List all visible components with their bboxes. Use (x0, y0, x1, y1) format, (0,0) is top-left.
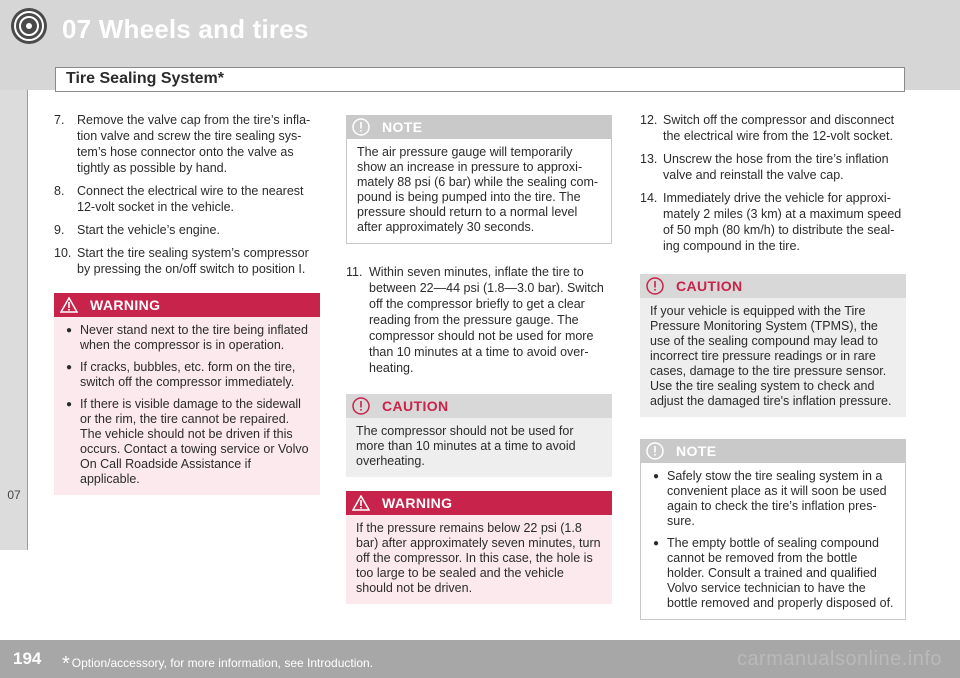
list-item (651, 536, 895, 611)
section-title: Tire Sealing System* (66, 70, 224, 87)
warning-triangle-icon (60, 297, 78, 313)
header-band (0, 0, 960, 90)
side-tab-label: 07 (7, 488, 21, 502)
step-10 (54, 245, 320, 277)
exclamation-circle-icon (646, 277, 664, 295)
warning-label: WARNING (382, 495, 453, 511)
step-text: Start the vehicle’s engine. (77, 223, 220, 237)
bullet-text: Never stand next to the tire being inflated when the compressor is in operation. (80, 323, 308, 352)
footnote-asterisk: * (62, 653, 70, 675)
caution-header (640, 274, 906, 298)
step-11 (346, 264, 612, 376)
step-number: 12. (640, 113, 658, 127)
step-number: 9. (54, 223, 65, 237)
note-box (640, 439, 906, 620)
list-item (64, 397, 310, 487)
step-8 (54, 183, 320, 215)
bullet-text: If there is visible damage to the sidewall or the rim, the tire cannot be repaired. The vehicle should not be driven if this occurs. Contact a towing service or Volvo On Call Roadside Assistance if applicable. (80, 397, 309, 486)
step-text: Start the tire sealing system’s compressor by pressing the on/off switch to position I. (77, 246, 309, 276)
warning-body (54, 317, 320, 495)
step-14 (640, 190, 906, 254)
step-text: Within seven minutes, inflate the tire to between 22—44 psi (1.8—3.0 bar). Switch off the compressor briefly to get a clear reading from the pressure gauge. The compressor should not be used for more than 10 minutes at a time to avoid over-heating. (369, 265, 604, 375)
caution-box (640, 274, 906, 417)
step-number: 7. (54, 113, 65, 127)
warning-body: If the pressure remains below 22 psi (1.8 bar) after approximately seven minutes, turn off the compressor. In this case, the hole is too large to be sealed and the vehicle should not be driven. (346, 515, 612, 604)
column-3 (640, 112, 906, 634)
note-header (346, 115, 612, 139)
list-item (64, 360, 310, 390)
footer-band (0, 640, 960, 678)
note-header (640, 439, 906, 463)
step-12 (640, 112, 906, 144)
bullet-text: If cracks, bubbles, etc. form on the tire, switch off the compressor immediately. (80, 360, 296, 389)
chapter-title: 07 Wheels and tires (62, 14, 309, 44)
caution-box (346, 394, 612, 477)
column-1 (54, 112, 320, 509)
bullet-icon: ● (653, 538, 660, 549)
footnote (62, 650, 373, 673)
warning-triangle-icon (352, 495, 370, 511)
tire-icon (10, 7, 48, 45)
note-label: NOTE (382, 119, 423, 135)
note-body (640, 463, 906, 620)
warning-header (346, 491, 612, 515)
step-9 (54, 222, 320, 238)
exclamation-circle-icon (352, 118, 370, 136)
note-label: NOTE (676, 443, 717, 459)
step-number: 8. (54, 184, 65, 198)
bullet-icon: ● (653, 471, 660, 482)
caution-header (346, 394, 612, 418)
step-number: 14. (640, 191, 658, 205)
step-text: Immediately drive the vehicle for approxi-mately 2 miles (3 km) at a maximum speed of 50 mph (80 km/h) to distribute the seal-ing compound in the tire. (663, 191, 902, 253)
column-2 (346, 115, 612, 618)
bullet-icon: ● (66, 399, 73, 410)
step-text: Connect the electrical wire to the nearest 12-volt socket in the vehicle. (77, 184, 304, 214)
step-number: 10. (54, 246, 72, 260)
step-number: 11. (346, 265, 363, 279)
caution-body: The compressor should not be used for more than 10 minutes at a time to avoid overheating. (346, 418, 612, 477)
section-header-box (55, 67, 905, 92)
bullet-text: Safely stow the tire sealing system in a convenient place as it will soon be used again to check the tire’s inflation pres-sure. (667, 469, 887, 528)
watermark: carmanualsonline.info (736, 648, 942, 670)
list-item (651, 469, 895, 529)
step-13 (640, 151, 906, 183)
list-item (64, 323, 310, 353)
warning-header (54, 293, 320, 317)
step-text: Switch off the compressor and disconnect the electrical wire from the 12-volt socket. (663, 113, 895, 143)
warning-label: WARNING (90, 297, 161, 313)
footnote-text: Option/accessory, for more information, see Introduction. (71, 656, 374, 670)
warning-box (346, 491, 612, 604)
step-text: Unscrew the hose from the tire’s inflation valve and reinstall the valve cap. (663, 152, 889, 182)
caution-label: CAUTION (676, 278, 743, 294)
warning-box (54, 293, 320, 495)
caution-label: CAUTION (382, 398, 449, 414)
chapter-side-tab (0, 90, 28, 550)
bullet-icon: ● (66, 325, 73, 336)
step-number: 13. (640, 152, 658, 166)
exclamation-circle-icon (646, 442, 664, 460)
page-number: 194 (13, 649, 42, 668)
step-7 (54, 112, 320, 176)
bullet-icon: ● (66, 362, 73, 373)
note-body: The air pressure gauge will temporarily show an increase in pressure to approxi-mately 88 psi (6 bar) while the sealing com-pound is being pumped into the tire. The pressure should return to a normal level after approximately 30 seconds. (346, 139, 612, 244)
note-box (346, 115, 612, 244)
bullet-text: The empty bottle of sealing compound cannot be removed from the bottle holder. Consult a trained and qualified Volvo service technician to have the bottle removed and properly disposed of. (667, 536, 894, 610)
caution-body: If your vehicle is equipped with the Tire Pressure Monitoring System (TPMS), the use of the sealing compound may lead to incorrect tire pressure readings or in rare cases, damage to the tire pressure sensor. Use the tire sealing system to check and adjust the damaged tire's inflation pressure. (640, 298, 906, 417)
exclamation-circle-icon (352, 397, 370, 415)
step-text: Remove the valve cap from the tire’s infla-tion valve and screw the tire sealing sys-tem’s hose connector onto the valve as tightly as possible by hand. (77, 113, 311, 175)
